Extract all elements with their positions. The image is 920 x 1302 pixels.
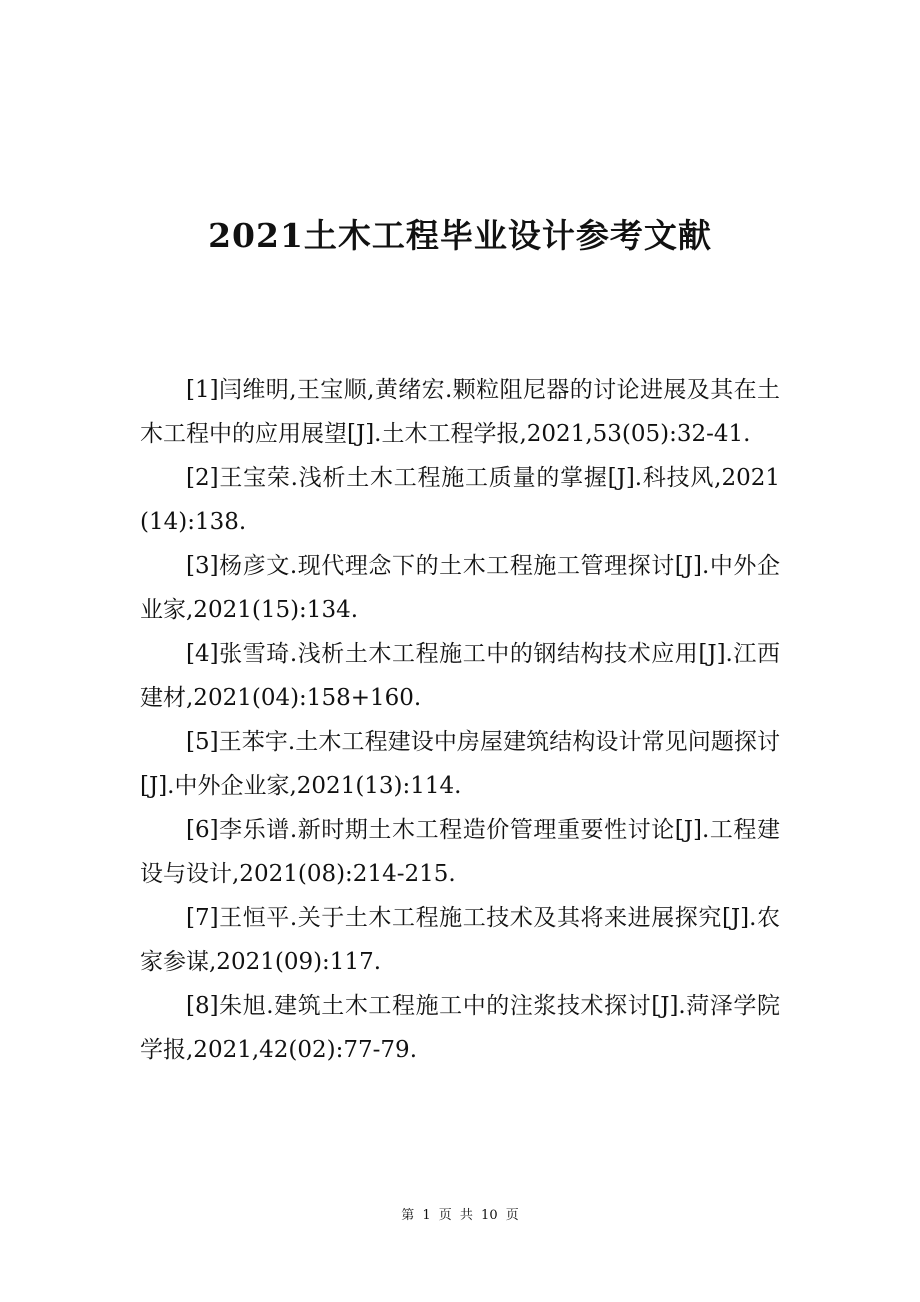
reference-item-4: [4]张雪琦.浅析土木工程施工中的钢结构技术应用[J].江西建材,2021(04):158+160. — [140, 641, 780, 711]
reference-item-3: [3]杨彦文.现代理念下的土木工程施工管理探讨[J].中外企业家,2021(15):134. — [140, 553, 780, 623]
reference-item-1: [1]闫维明,王宝顺,黄绪宏.颗粒阻尼器的讨论进展及其在土木工程中的应用展望[J].土木工程学报,2021,53(05):32-41. — [140, 377, 780, 447]
reference-list — [140, 368, 780, 1072]
page-title: 2021土木工程毕业设计参考文献 — [208, 216, 712, 256]
page-number-footer: 第 1 页 共 10 页 — [401, 1208, 519, 1223]
reference-item-6: [6]李乐谱.新时期土木工程造价管理重要性讨论[J].工程建设与设计,2021(08):214-215. — [140, 817, 780, 887]
reference-item-2: [2]王宝荣.浅析土木工程施工质量的掌握[J].科技风,2021(14):138. — [140, 465, 780, 535]
reference-item-7: [7]王恒平.关于土木工程施工技术及其将来进展探究[J].农家参谋,2021(09):117. — [140, 905, 780, 975]
reference-item-8: [8]朱旭.建筑土木工程施工中的注浆技术探讨[J].菏泽学院学报,2021,42(02):77-79. — [140, 993, 780, 1063]
reference-item-5: [5]王苯宇.土木工程建设中房屋建筑结构设计常见问题探讨[J].中外企业家,2021(13):114. — [140, 729, 780, 799]
